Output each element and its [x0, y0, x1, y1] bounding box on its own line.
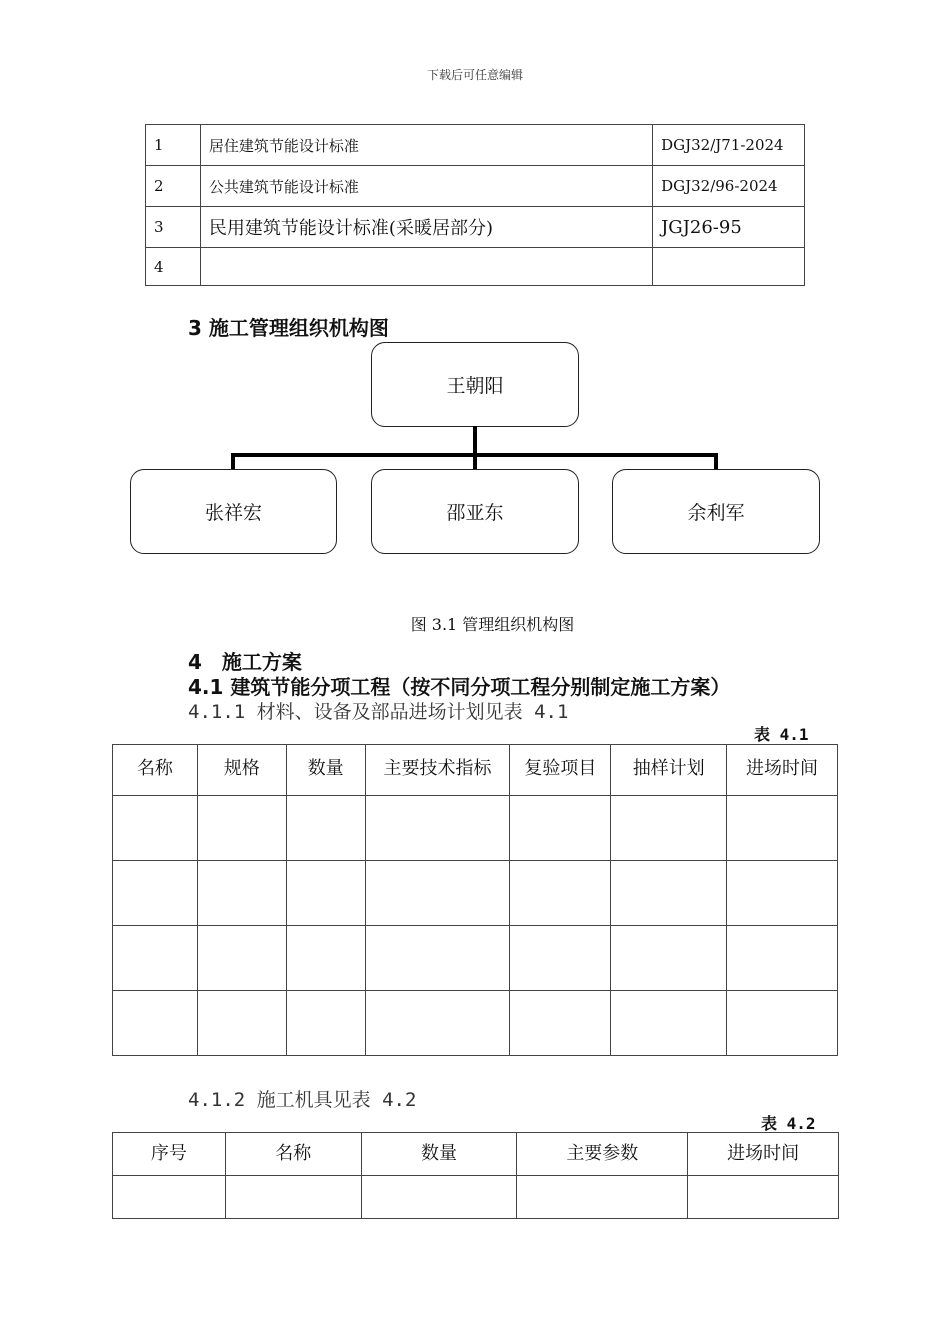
table-row — [146, 207, 805, 248]
table-row — [146, 166, 805, 207]
table-header-row — [113, 1133, 839, 1176]
tool-table — [112, 1132, 839, 1219]
table-cell — [688, 1176, 839, 1219]
standard-no: 4 — [146, 248, 201, 286]
org-connector-middle — [473, 453, 477, 469]
table-cell — [611, 991, 727, 1056]
table-cell — [197, 796, 286, 861]
section-4-title: 4 施工方案 — [188, 650, 302, 674]
table-cell — [286, 926, 365, 991]
standard-code: DGJ32/96-2024 — [653, 166, 805, 207]
standard-name: 民用建筑节能设计标准(采暖居部分) — [200, 207, 652, 248]
table-cell — [517, 1176, 688, 1219]
column-header: 主要技术指标 — [365, 745, 510, 796]
table-cell — [365, 861, 510, 926]
table-cell — [365, 926, 510, 991]
table-cell — [510, 861, 611, 926]
table-cell — [113, 1176, 226, 1219]
standard-code — [653, 248, 805, 286]
table-cell — [727, 861, 838, 926]
org-connector-left — [231, 453, 235, 469]
table-row — [113, 926, 838, 991]
table-row — [113, 796, 838, 861]
column-header: 名称 — [225, 1133, 361, 1176]
org-node-child-1: 张祥宏 — [130, 469, 337, 554]
table-cell — [113, 926, 198, 991]
table-cell — [365, 796, 510, 861]
header-note: 下载后可任意编辑 — [426, 68, 523, 82]
column-header: 序号 — [113, 1133, 226, 1176]
column-header: 主要参数 — [517, 1133, 688, 1176]
table-row — [113, 861, 838, 926]
column-header: 数量 — [361, 1133, 517, 1176]
org-connector-vertical — [473, 426, 477, 456]
section-4-1-title: 4.1 建筑节能分项工程（按不同分项工程分别制定施工方案） — [188, 675, 731, 699]
table-cell — [365, 991, 510, 1056]
table-cell — [611, 861, 727, 926]
table-cell — [286, 861, 365, 926]
column-header: 名称 — [113, 745, 198, 796]
table-cell — [727, 796, 838, 861]
table-row — [146, 125, 805, 166]
table-row — [113, 1176, 839, 1219]
table-cell — [197, 991, 286, 1056]
table-cell — [113, 861, 198, 926]
column-header: 规格 — [197, 745, 286, 796]
standard-no: 1 — [146, 125, 201, 166]
material-plan-table — [112, 744, 838, 1056]
table-row — [146, 248, 805, 286]
column-header: 进场时间 — [688, 1133, 839, 1176]
table-cell — [510, 926, 611, 991]
table-cell — [286, 991, 365, 1056]
table-4-2-label: 表 4.2 — [761, 1114, 816, 1133]
standard-code: JGJ26-95 — [653, 207, 805, 248]
table-cell — [727, 926, 838, 991]
table-cell — [727, 991, 838, 1056]
table-cell — [611, 796, 727, 861]
org-node-child-2: 邵亚东 — [371, 469, 579, 554]
figure-caption: 图 3.1 管理组织机构图 — [410, 615, 575, 634]
section-3-title: 3 施工管理组织机构图 — [188, 316, 389, 340]
column-header: 数量 — [286, 745, 365, 796]
table-row — [113, 991, 838, 1056]
org-node-child-3: 余利军 — [612, 469, 820, 554]
table-cell — [113, 991, 198, 1056]
table-header-row — [113, 745, 838, 796]
table-cell — [286, 796, 365, 861]
column-header: 复验项目 — [510, 745, 611, 796]
table-cell — [197, 926, 286, 991]
standard-no: 3 — [146, 207, 201, 248]
table-cell — [611, 926, 727, 991]
standard-no: 2 — [146, 166, 201, 207]
table-cell — [113, 796, 198, 861]
section-4-1-1-title: 4.1.1 材料、设备及部品进场计划见表 4.1 — [188, 701, 569, 723]
standards-table — [145, 124, 805, 286]
standard-name: 公共建筑节能设计标准 — [200, 166, 652, 207]
table-cell — [361, 1176, 517, 1219]
org-node-top: 王朝阳 — [371, 342, 579, 427]
column-header: 抽样计划 — [611, 745, 727, 796]
standard-name — [200, 248, 652, 286]
table-cell — [197, 861, 286, 926]
column-header: 进场时间 — [727, 745, 838, 796]
table-cell — [225, 1176, 361, 1219]
standard-name: 居住建筑节能设计标准 — [200, 125, 652, 166]
table-cell — [510, 796, 611, 861]
org-connector-right — [714, 453, 718, 469]
table-cell — [510, 991, 611, 1056]
table-4-1-label: 表 4.1 — [754, 725, 809, 744]
standard-code: DGJ32/J71-2024 — [653, 125, 805, 166]
section-4-1-2-title: 4.1.2 施工机具见表 4.2 — [188, 1089, 417, 1111]
